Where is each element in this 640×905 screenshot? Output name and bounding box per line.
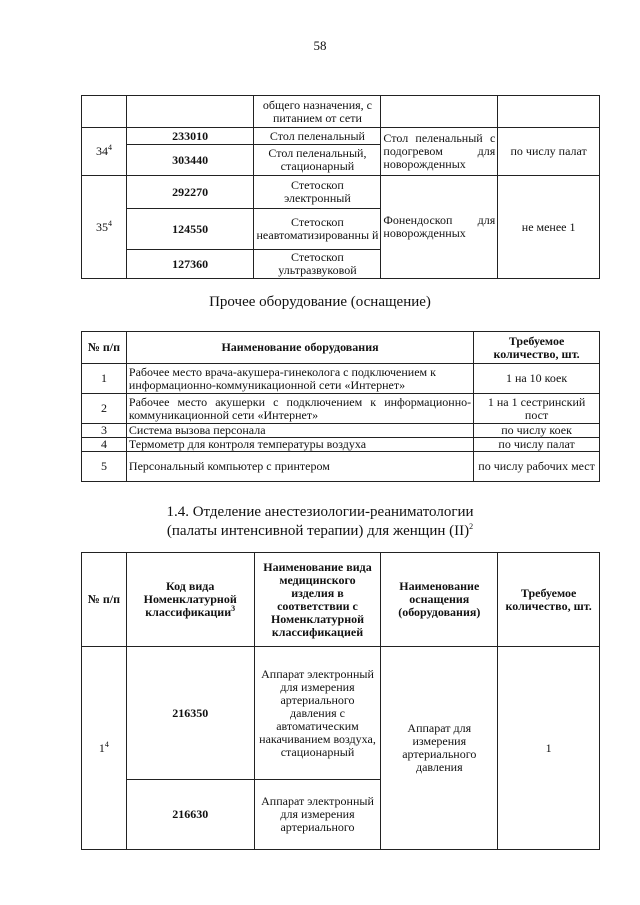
equipment-table-continued [81, 95, 600, 279]
device-name-cell: Стетоскоп ультразвуковой [254, 250, 381, 279]
quantity-cell: по числу коек [474, 424, 600, 438]
table-row [82, 647, 600, 780]
code-cell: 124550 [126, 209, 254, 250]
quantity-cell: 1 на 1 сестринский пост [474, 394, 600, 424]
table-row [82, 364, 600, 394]
column-header-number: № п/п [82, 332, 127, 364]
device-name-cell: Стетоскоп электронный [254, 176, 381, 209]
anesthesiology-equipment-table [81, 552, 600, 850]
equipment-name: Система вызова персонала [126, 424, 473, 438]
code-cell: 233010 [126, 128, 254, 145]
equipment-name: Рабочее место акушерки с подключением к информационно-коммуникационной сети «Интернет» [126, 394, 473, 424]
row-number: 3 [82, 424, 127, 438]
column-header-quantity: Требуемое количество, шт. [474, 332, 600, 364]
device-name-cell: Стетоскоп неавтоматизированны й [254, 209, 381, 250]
section-title-line-1: 1.4. Отделение анестезиологии-реаниматологии [166, 504, 474, 520]
device-name-cell: Стол пеленальный [254, 128, 381, 145]
row-number: $1^4$ [82, 647, 127, 850]
table-row [82, 438, 600, 452]
device-name-cell: общего назначения, с питанием от сети [254, 96, 381, 128]
code-cell: 292270 [126, 176, 254, 209]
quantity-cell [498, 96, 600, 128]
section-title-1-4 [0, 503, 640, 541]
table-row [82, 96, 600, 128]
column-header-equipment: Наименование оснащения (оборудования) [381, 553, 498, 647]
row-number: $35^4$ [82, 176, 127, 279]
equipment-cell: Стол пеленальный с подогревом для новорожденных [381, 128, 498, 176]
row-number: 5 [82, 452, 127, 482]
quantity-cell: по числу палат [474, 438, 600, 452]
section-title-other-equipment: Прочее оборудование (оснащение) [209, 294, 431, 310]
section-title-line-2: (палаты интенсивной терапии) для женщин (II)$^2$ [166, 522, 474, 539]
device-name-cell: Стол пеленальный, стационарный [254, 145, 381, 176]
quantity-cell: 1 на 10 коек [474, 364, 600, 394]
equipment-cell: Фонендоскоп для новорожденных [381, 176, 498, 279]
table-row [82, 452, 600, 482]
code-cell: 303440 [126, 145, 254, 176]
quantity-cell: по числу палат [498, 128, 600, 176]
code-cell [126, 96, 254, 128]
other-equipment-table [81, 331, 600, 482]
column-header-number: № п/п [82, 553, 127, 647]
equipment-name: Термометр для контроля температуры воздуха [126, 438, 473, 452]
row-number [82, 96, 127, 128]
device-name-cell: Аппарат электронный для измерения артериального давления с автоматическим накачиванием воздуха, стационарный [254, 647, 381, 780]
code-cell: 216630 [126, 780, 254, 850]
page-number: 58 [313, 38, 327, 53]
equipment-name: Рабочее место врача-акушера-гинеколога с подключением к информационно-коммуникационной сети «Интернет» [126, 364, 473, 394]
code-cell: 216350 [126, 647, 254, 780]
table-row [82, 424, 600, 438]
table-row [82, 128, 600, 145]
table-header-row [82, 332, 600, 364]
device-name-cell: Аппарат электронный для измерения артериального [254, 780, 381, 850]
column-header-quantity: Требуемое количество, шт. [498, 553, 600, 647]
column-header-name: Наименование оборудования [126, 332, 473, 364]
table-row [82, 394, 600, 424]
table-header-row [82, 553, 600, 647]
row-number: 4 [82, 438, 127, 452]
quantity-cell: не менее 1 [498, 176, 600, 279]
row-number: 2 [82, 394, 127, 424]
column-header-code: Код вида Номенклатурной классификации$^3$ [126, 553, 254, 647]
quantity-cell: по числу рабочих мест [474, 452, 600, 482]
code-cell: 127360 [126, 250, 254, 279]
equipment-cell: Аппарат для измерения артериального давления [381, 647, 498, 850]
row-number: 1 [82, 364, 127, 394]
quantity-cell: 1 [498, 647, 600, 850]
equipment-cell [381, 96, 498, 128]
equipment-name: Персональный компьютер с принтером [126, 452, 473, 482]
table-row [82, 176, 600, 209]
row-number: $34^4$ [82, 128, 127, 176]
column-header-device-name: Наименование вида медицинского изделия в соответствии с Номенклатурной классификацией [254, 553, 381, 647]
